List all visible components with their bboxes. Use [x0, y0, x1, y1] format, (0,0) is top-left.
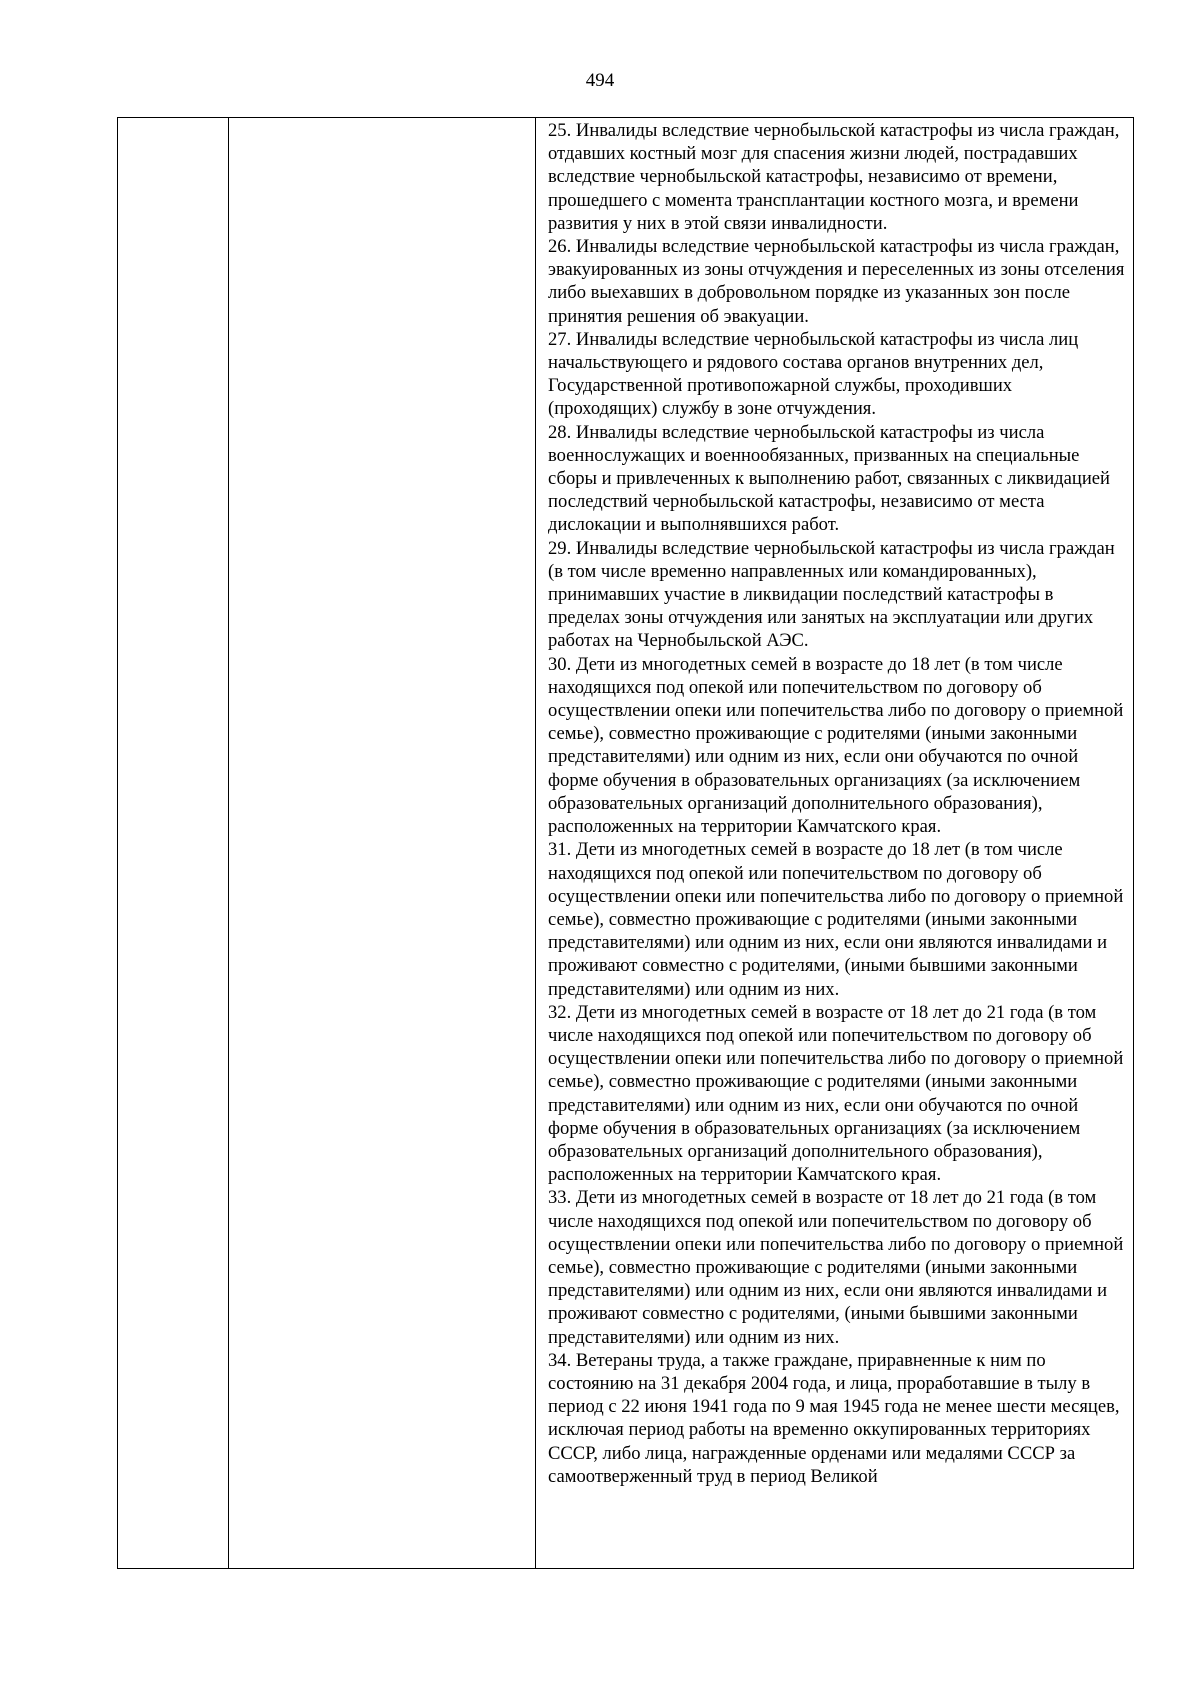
table-cell-description: [536, 118, 1134, 1569]
list-item: 27. Инвалиды вследствие чернобыльской катастрофы из числа лиц начальствующего и рядового состава органов внутренних дел, Государственной противопожарной службы, проходивших (проходящих) службу в зоне отчуждения.: [548, 328, 1079, 420]
list-item: 33. Дети из многодетных семей в возрасте от 18 лет до 21 года (в том числе находящихся под опекой или попечительством по договору об осуществлении опеки или попечительства либо по договору о приемной семье), совместно проживающие с родителями (иными законными представителями) или одним из них, если они являются инвалидами и проживают совместно с родителями, (иными бывшими законными представителями) или одним из них.: [548, 1187, 1124, 1348]
document-table: [117, 117, 1134, 1569]
list-item: 29. Инвалиды вследствие чернобыльской катастрофы из числа граждан (в том числе временно направленных или командированных), принимавших участие в ликвидации последствий катастрофы в пределах зоны отчуждения или занятых на эксплуатации или других работах на Чернобыльской АЭС.: [548, 537, 1115, 652]
list-item: 31. Дети из многодетных семей в возрасте до 18 лет (в том числе находящихся под опекой или попечительством по договору об осуществлении опеки или попечительства либо по договору о приемной семье), совместно проживающие с родителями (иными законными представителями) или одним из них, если они являются инвалидами и проживают совместно с родителями, (иными бывшими законными представителями) или одним из них.: [548, 839, 1124, 1000]
description-text: [536, 118, 1133, 1488]
list-item: 26. Инвалиды вследствие чернобыльской катастрофы из числа граждан, эвакуированных из зоны отчуждения и переселенных из зоны отселения либо выехавших в добровольном порядке из указанных зон после принятия решения об эвакуации.: [548, 236, 1125, 327]
table-cell-category: [229, 118, 536, 1569]
list-item: 32. Дети из многодетных семей в возрасте от 18 лет до 21 года (в том числе находящихся под опекой или попечительством по договору об осуществлении опеки или попечительства либо по договору о приемной семье), совместно проживающие с родителями (иными законными представителями) или одним из них, если они обучаются по очной форме обучения в образовательных организациях (за исключением образовательных организаций дополнительного образования), расположенных на территории Камчатского края.: [548, 1001, 1124, 1186]
page-number: 494: [585, 70, 615, 91]
list-item: 25. Инвалиды вследствие чернобыльской катастрофы из числа граждан, отдавших костный мозг для спасения жизни людей, пострадавших вследствие чернобыльской катастрофы, независимо от времени, прошедшего с момента трансплантации костного мозга, и времени развития у них в этой связи инвалидности.: [548, 120, 1120, 234]
list-item: 34. Ветераны труда, а также граждане, приравненные к ним по состоянию на 31 декабря 2004 года, и лица, проработавшие в тылу в период с 22 июня 1941 года по 9 мая 1945 года не менее шести месяцев, исключая период работы на временно оккупированных территориях СССР, либо лица, награжденные орденами или медалями СССР за самоотверженный труд в период Великой: [548, 1349, 1120, 1487]
list-item: 30. Дети из многодетных семей в возрасте до 18 лет (в том числе находящихся под опекой или попечительством по договору об осуществлении опеки или попечительства либо по договору о приемной семье), совместно проживающие с родителями (иными законными представителями) или одним из них, если они обучаются по очной форме обучения в образовательных организациях (за исключением образовательных организаций дополнительного образования), расположенных на территории Камчатского края.: [548, 653, 1124, 838]
table-row: [118, 118, 1134, 1569]
list-item: 28. Инвалиды вследствие чернобыльской катастрофы из числа военнослужащих и военнообязанных, призванных на специальные сборы и привлеченных к выполнению работ, связанных с ликвидацией последствий чернобыльской катастрофы, независимо от места дислокации и выполнявшихся работ.: [548, 421, 1110, 536]
table-cell-number: [118, 118, 229, 1569]
